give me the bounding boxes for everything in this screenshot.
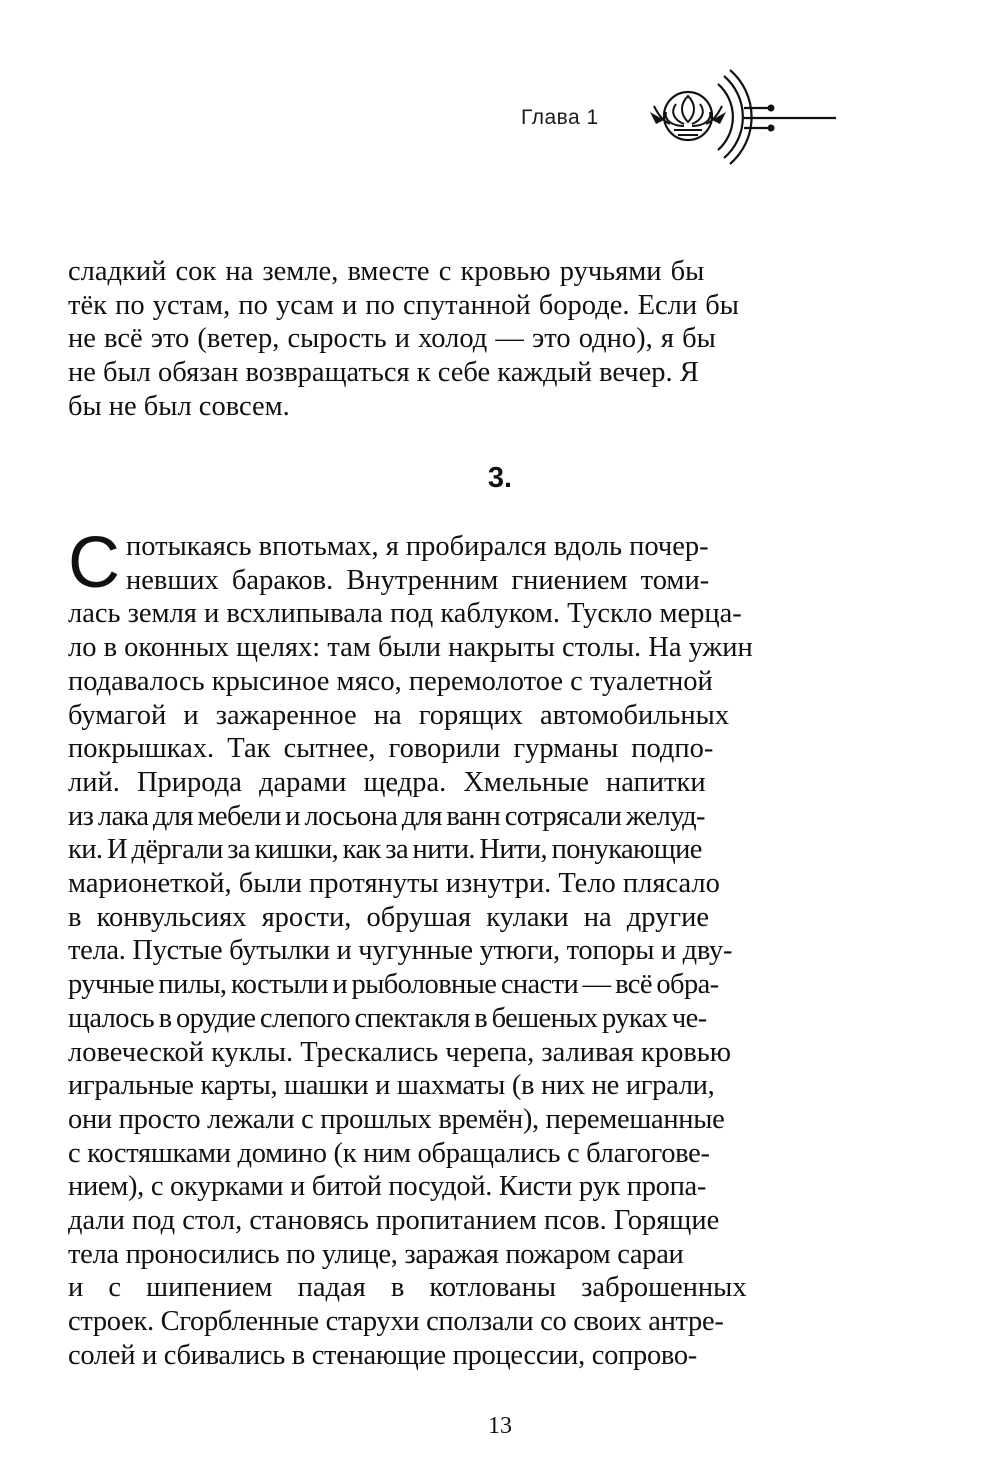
- text-line: бумагой и зажаренное на горящих автомобильных: [68, 699, 730, 731]
- text-line: бы не был совсем.: [68, 390, 290, 422]
- text-line: ки. И дёргали за кишки, как за нити. Нити, понукающие: [68, 834, 702, 866]
- text-line: лий. Природа дарами щедра. Хмельные напитки: [68, 766, 706, 798]
- text-line: и с шипением падая в котлованы заброшенных: [68, 1272, 747, 1304]
- running-header: [0, 60, 1000, 170]
- text-line: невших бараков. Внутренним гниением томи-: [126, 564, 710, 596]
- lotus-ornament-icon: [640, 68, 840, 168]
- text-line: щалось в орудие слепого спектакля в бешеных руках че-: [68, 1002, 707, 1034]
- text-line: ло в оконных щелях: там были накрыты столы. На ужин: [68, 632, 753, 664]
- text-line: не всё это (ветер, сырость и холод — это одно), я бы: [68, 323, 716, 355]
- text-line: лась земля и всхлипывала под каблуком. Тускло мерца-: [68, 598, 742, 630]
- text-line: не был обязан возвращаться к себе каждый вечер. Я: [68, 357, 699, 389]
- chapter-label: Глава 1: [521, 106, 599, 129]
- top-paragraph: [68, 255, 843, 424]
- text-line: ручные пилы, костыли и рыболовные снасти — всё обра-: [68, 969, 719, 1001]
- text-line: игральные карты, шашки и шахматы (в них не играли,: [68, 1070, 715, 1102]
- text-line: с костяшками домино (к ним обращались с благогове-: [68, 1137, 710, 1169]
- text-line: марионеткой, были протянуты изнутри. Тело плясало: [68, 868, 720, 900]
- text-line: потыкаясь впотьмах, я пробирался вдоль почер-: [126, 531, 709, 562]
- section-number: 3.: [487, 462, 513, 494]
- text-line: солей и сбивались в стенающие процессии, сопрово-: [68, 1339, 697, 1371]
- main-paragraph: [68, 523, 843, 1373]
- text-line: в конвульсиях ярости, обрушая кулаки на другие: [68, 901, 709, 933]
- text-line: ловеческой куклы. Трескались черепа, заливая кровью: [68, 1036, 732, 1068]
- text-line: подавалось крысиное мясо, перемолотое с туалетной: [68, 665, 713, 697]
- text-line: покрышках. Так сытнее, говорили гурманы подпо-: [68, 733, 714, 765]
- text-line: дали под стол, становясь пропитанием псов. Горящие: [68, 1205, 720, 1237]
- text-line: тела проносились по улице, заражая пожаром сараи: [68, 1238, 684, 1270]
- text-line: они просто лежали с прошлых времён), перемешанные: [68, 1103, 725, 1135]
- text-line: сладкий сок на земле, вместе с кровью ручьями бы: [68, 256, 705, 287]
- text-line: тёк по устам, по усам и по спутанной бороде. Если бы: [68, 289, 739, 321]
- text-line: нием), с окурками и битой посудой. Кисти рук пропа-: [68, 1171, 707, 1203]
- text-line: строек. Сгорбленные старухи сползали со своих антре-: [68, 1306, 724, 1338]
- text-line: из лака для мебели и лосьона для ванн сотрясали желуд-: [68, 800, 705, 832]
- drop-cap: С: [68, 523, 120, 603]
- page-number: 13: [488, 1413, 512, 1439]
- text-line: тела. Пустые бутылки и чугунные утюги, топоры и дву-: [68, 935, 733, 967]
